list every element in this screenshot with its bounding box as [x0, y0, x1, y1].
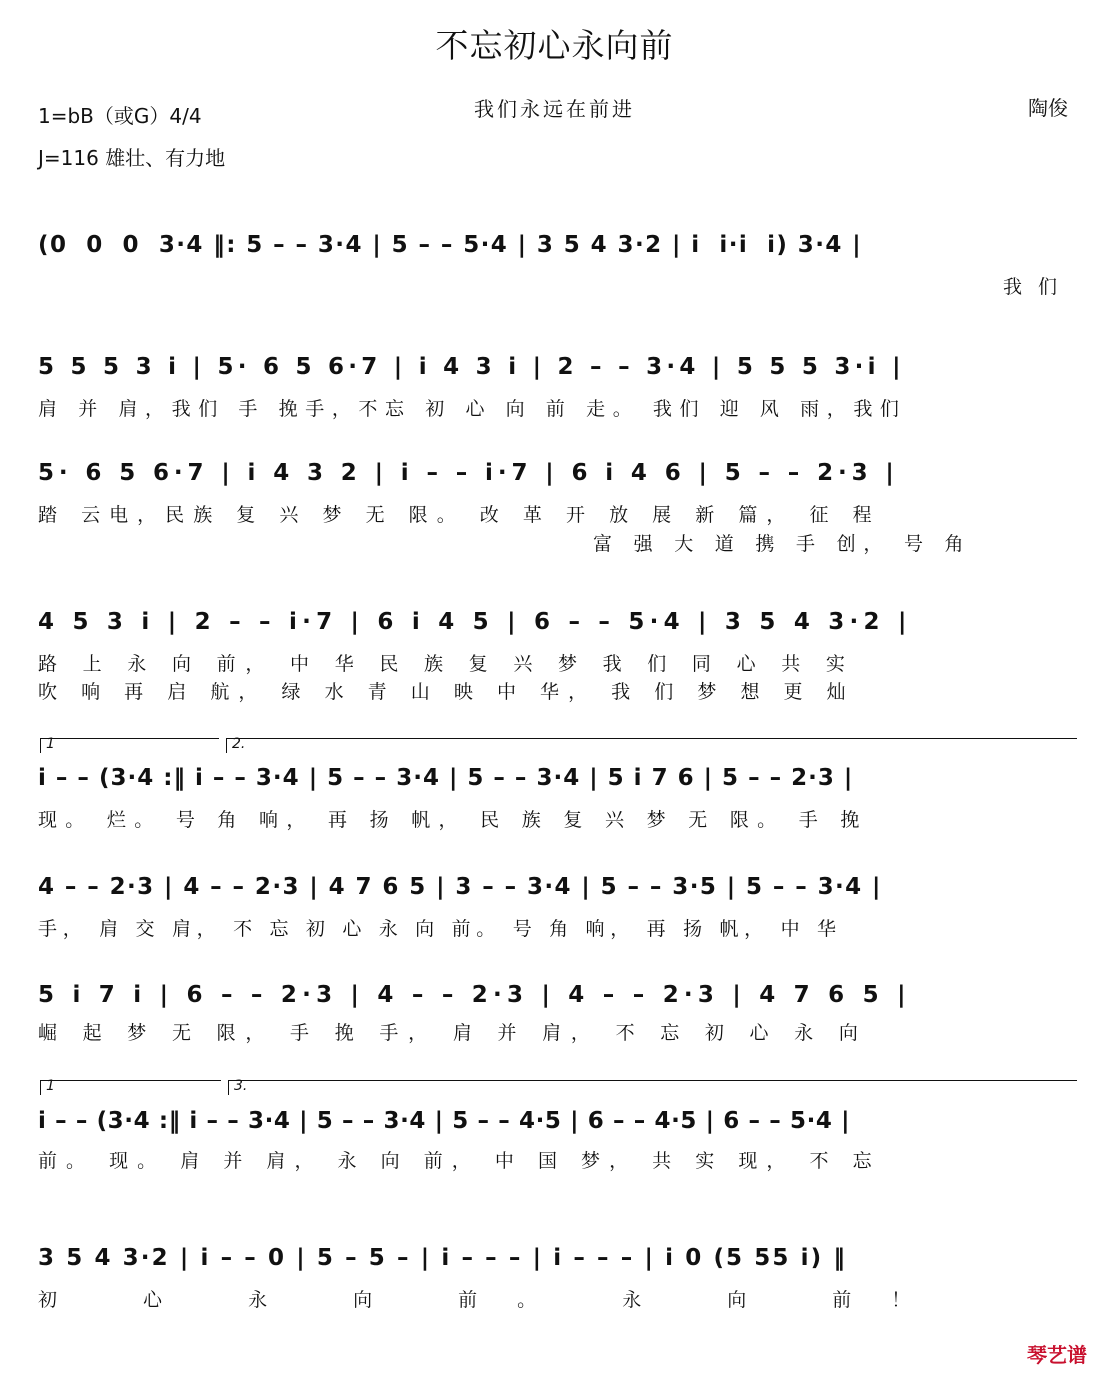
lyrics-row-4-verse-1: 路 上 永 向 前， 中 华 民 族 复 兴 梦 我 们 同 心 共 实: [38, 653, 855, 675]
notes-row-8: i – – (3·4 :‖ i – – 3·4 | 5 – – 3·4 | 5 – – 4·5 | 6 – – 4·5 | 6 – – 5·4 |: [38, 1108, 851, 1134]
notes-row-9: 3 5 4 3·2 | i – – 0 | 5 – 5 – | i – – – | i – – – | i 0 (5 55 i) ‖: [38, 1245, 847, 1271]
lyrics-row-3-verse-2: 富 强 大 道 携 手 创， 号 角: [593, 533, 972, 555]
lyrics-row-2-verse-1: 肩 并 肩，我们 手 挽手，不忘 初 心 向 前 走。 我们 迎 风 雨，我们: [38, 398, 907, 420]
composer: 陶俊: [1028, 96, 1068, 120]
notes-row-5: i – – (3·4 :‖ i – – 3·4 | 5 – – 3·4 | 5 – – 3·4 | 5 i 7 6 | 5 – – 2·3 |: [38, 765, 854, 791]
volta-1-repeat-label: 1: [46, 1078, 55, 1094]
volta-3: [228, 1080, 1077, 1095]
notes-row-7: 5 i 7 i | 6 – – 2·3 | 4 – – 2·3 | 4 – – 2·3 | 4 7 6 5 |: [38, 982, 911, 1008]
notes-row-4: 4 5 3 i | 2 – – i·7 | 6 i 4 5 | 6 – – 5·4 | 3 5 4 3·2 |: [38, 609, 912, 635]
page-title: 不忘初心永向前: [435, 26, 674, 65]
volta-1-label: 1: [46, 736, 55, 752]
lyrics-row-7-verse-1: 崛 起 梦 无 限， 手 挽 手， 肩 并 肩， 不 忘 初 心 永 向: [38, 1022, 868, 1044]
volta-2-label: 2.: [232, 736, 246, 752]
lyrics-row-4-verse-2: 吹 响 再 启 航， 绿 水 青 山 映 中 华， 我 们 梦 想 更 灿: [38, 681, 855, 703]
lyrics-row-1-verse-1: 我 们: [1003, 276, 1063, 298]
notes-row-3: 5· 6 5 6·7 | i 4 3 2 | i – – i·7 | 6 i 4 6 | 5 – – 2·3 |: [38, 460, 899, 486]
lyrics-row-6-verse-1: 手， 肩 交 肩， 不 忘 初 心 永 向 前。 号 角 响， 再 扬 帆， 中 华: [38, 918, 842, 940]
volta-3-label: 3.: [234, 1078, 248, 1094]
lyrics-row-9-verse-1: 初 心 永 向 前。 永 向 前！: [38, 1289, 951, 1311]
tempo-marking: J=116 雄壮、有力地: [38, 146, 226, 170]
volta-1-repeat: [40, 1080, 221, 1095]
notes-row-1: (0 0 0 3·4 ‖: 5 – – 3·4 | 5 – – 5·4 | 3 5 4 3·2 | i i·i i) 3·4 |: [38, 232, 863, 258]
subtitle: 我们永远在前进: [474, 97, 635, 121]
lyrics-row-8-verse-1: 前。 现。 肩 并 肩， 永 向 前， 中 国 梦， 共 实 现， 不 忘: [38, 1150, 881, 1172]
key-signature: 1=bB（或G）4/4: [38, 104, 202, 128]
notes-row-6: 4 – – 2·3 | 4 – – 2·3 | 4 7 6 5 | 3 – – 3·4 | 5 – – 3·5 | 5 – – 3·4 |: [38, 874, 882, 900]
volta-1: [40, 738, 219, 753]
lyrics-row-3-verse-1: 踏 云电，民族 复 兴 梦 无 限。 改 革 开 放 展 新 篇， 征 程: [38, 504, 881, 526]
volta-2: [226, 738, 1077, 753]
watermark-logo: 琴艺谱: [1027, 1343, 1087, 1367]
lyrics-row-5-verse-1: 现。 烂。 号 角 响， 再 扬 帆， 民 族 复 兴 梦 无 限。 手 挽: [38, 809, 868, 831]
notes-row-2: 5 5 5 3 i | 5· 6 5 6·7 | i 4 3 i | 2 – – 3·4 | 5 5 5 3·i |: [38, 354, 905, 380]
